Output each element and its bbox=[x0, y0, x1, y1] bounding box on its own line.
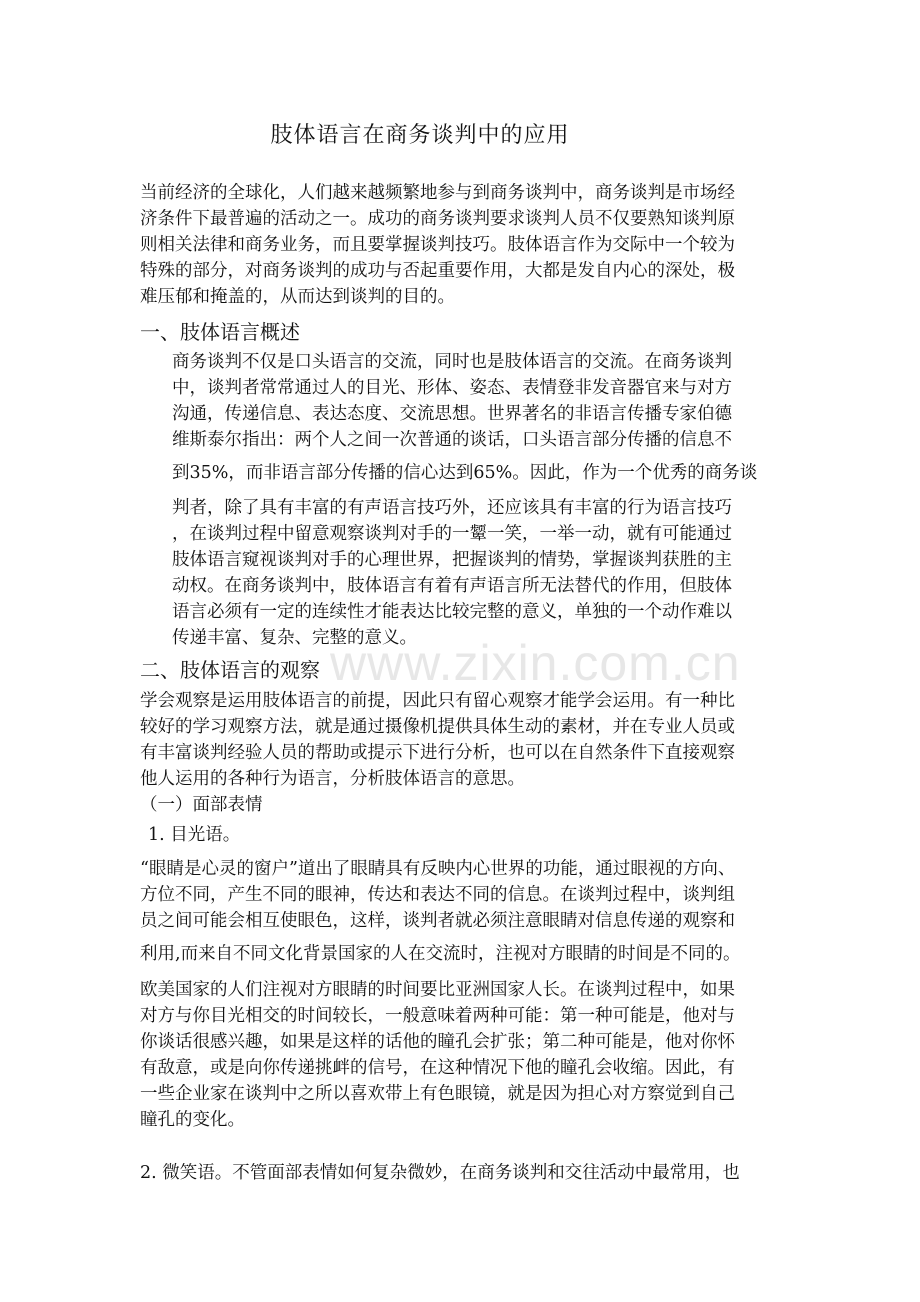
section1-paragraph-a bbox=[172, 349, 732, 453]
section-heading-2: 二、肢体语言的观察 bbox=[140, 658, 320, 682]
text-line: 利用,而来自不同文化背景国家的人在交流时，注视对方眼睛的时间是不同的。 bbox=[140, 944, 741, 964]
eyes-paragraph-c bbox=[140, 977, 735, 1133]
text-line: 商务谈判不仅是口头语言的交流，同时也是肢体语言的交流。在商务谈判 bbox=[172, 352, 732, 372]
subheading-face-expression: （一）面部表情 bbox=[140, 795, 263, 815]
text-line: 有敌意，或是向你传递挑衅的信号，在这种情况下他的瞳孔会收缩。因此，有 bbox=[140, 1058, 735, 1078]
text-line: 当前经济的全球化，人们越来越频繁地参与到商务谈判中，商务谈判是市场经 bbox=[140, 183, 735, 203]
text-line: 难压郁和掩盖的，从而达到谈判的目的。 bbox=[140, 287, 455, 307]
text-line: 他人运用的各种行为语言，分析肢体语言的意思。 bbox=[140, 769, 525, 789]
text-line: “眼睛是心灵的窗户”道出了眼睛具有反映内心世界的功能，通过眼视的方向、 bbox=[140, 859, 736, 879]
text-line: 济条件下最普遍的活动之一。成功的商务谈判要求谈判人员不仅要熟知谈判原 bbox=[140, 209, 735, 229]
text-line: ，在谈判过程中留意观察谈判对手的一颦一笑，一举一动，就有可能通过 bbox=[172, 524, 732, 544]
text-line: 方位不同，产生不同的眼神，传达和表达不同的信息。在谈判过程中，谈判组 bbox=[140, 885, 735, 905]
item-eye-language: 1. 目光语。 bbox=[148, 825, 241, 845]
text-line: 一些企业家在谈判中之所以喜欢带上有色眼镜，就是因为担心对方察觉到自己 bbox=[140, 1084, 735, 1104]
text-line: 肢体语言窥视谈判对手的心理世界，把握谈判的情势，掌握谈判获胜的主 bbox=[172, 550, 732, 570]
intro-paragraph bbox=[140, 180, 735, 310]
text-line: 学会观察是运用肢体语言的前提，因此只有留心观察才能学会运用。有一种比 bbox=[140, 691, 735, 711]
text-line: 你谈话很感兴趣，如果是这样的话他的瞳孔会扩张；第二种可能是，他对你怀 bbox=[140, 1032, 735, 1052]
eyes-paragraph-a bbox=[140, 856, 735, 934]
section-heading-1: 一、肢体语言概述 bbox=[140, 320, 300, 344]
watermark: www.zixin.com.cn bbox=[330, 635, 741, 691]
text-line: 维斯泰尔指出：两个人之间一次普通的谈话，口头语言部分传播的信息不 bbox=[172, 430, 732, 450]
text-line: 则相关法律和商务业务，而且要掌握谈判技巧。肢体语言作为交际中一个较为 bbox=[140, 235, 735, 255]
text-line: 判者，除了具有丰富的有声语言技巧外，还应该具有丰富的行为语言技巧 bbox=[172, 498, 732, 518]
text-line: 沟通，传递信息、表达态度、交流思想。世界著名的非语言传播专家伯德 bbox=[172, 404, 732, 424]
text-line: 传递丰富、复杂、完整的意义。 bbox=[172, 628, 417, 648]
text-line: 语言必须有一定的连续性才能表达比较完整的意义，单独的一个动作难以 bbox=[172, 602, 732, 622]
text-line: 动权。在商务谈判中，肢体语言有着有声语言所无法替代的作用，但肢体 bbox=[172, 576, 732, 596]
text-line: 瞳孔的变化。 bbox=[140, 1110, 245, 1130]
text-line: 到35%，而非语言部分传播的信心达到65%。因此，作为一个优秀的商务谈 bbox=[172, 463, 758, 483]
section1-paragraph-c bbox=[172, 495, 732, 651]
text-line: 特殊的部分，对商务谈判的成功与否起重要作用，大都是发自内心的深处，极 bbox=[140, 261, 735, 281]
item-smile-language: 2. 微笑语。不管面部表情如何复杂微妙，在商务谈判和交往活动中最常用，也 bbox=[140, 1163, 740, 1183]
text-line: 欧美国家的人们注视对方眼睛的时间要比亚洲国家人长。在谈判过程中，如果 bbox=[140, 980, 735, 1000]
document-title: 肢体语言在商务谈判中的应用 bbox=[270, 123, 570, 148]
text-line: 有丰富谈判经验人员的帮助或提示下进行分析，也可以在自然条件下直接观察 bbox=[140, 743, 735, 763]
text-line: 较好的学习观察方法，就是通过摄像机提供具体生动的素材，并在专业人员或 bbox=[140, 717, 735, 737]
text-line: 员之间可能会相互使眼色，这样，谈判者就必须注意眼睛对信息传递的观察和 bbox=[140, 911, 735, 931]
section2-paragraph bbox=[140, 688, 735, 818]
text-line: 中，谈判者常常通过人的目光、形体、姿态、表情登非发音器官来与对方 bbox=[172, 378, 732, 398]
text-line: 对方与你目光相交的时间较长，一般意味着两种可能：第一种可能是，他对与 bbox=[140, 1006, 735, 1026]
